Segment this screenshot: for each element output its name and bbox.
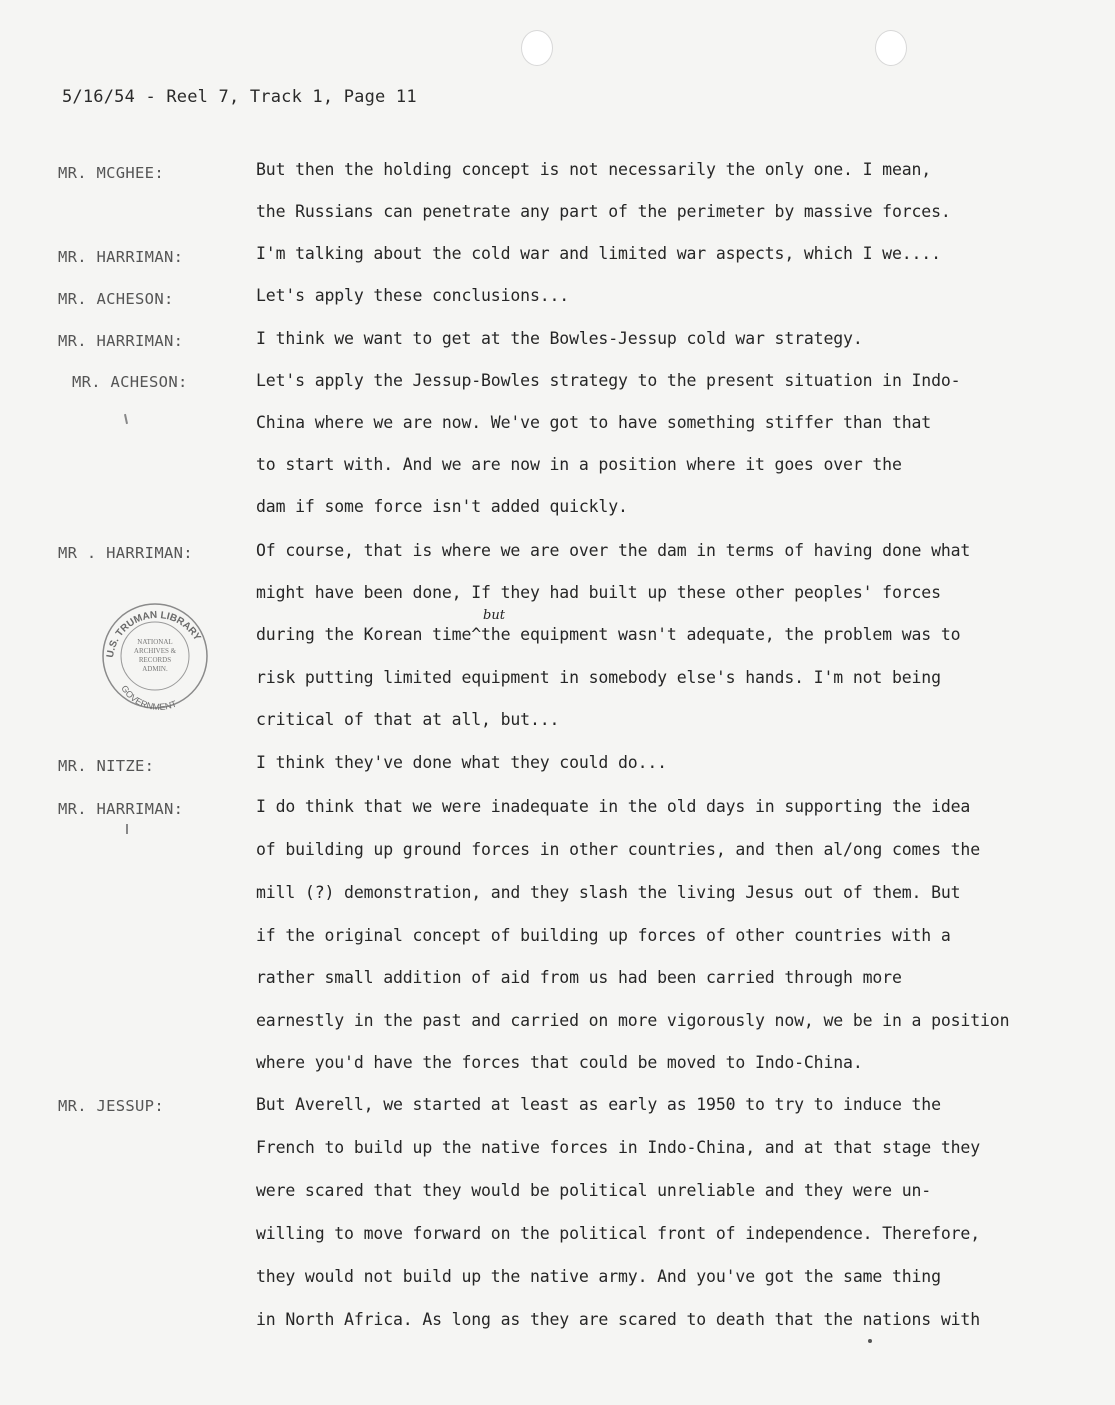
speaker-harriman: MR . HARRIMAN: (58, 544, 193, 562)
speaker-acheson: MR. ACHESON: (72, 373, 188, 391)
pen-mark (124, 414, 128, 424)
transcript-line: But then the holding concept is not necessarily the only one. I mean, (256, 160, 932, 179)
transcript-line: I think we want to get at the Bowles-Jessup cold war strategy. (256, 329, 863, 348)
transcript-line: of building up ground forces in other countries, and then al/ong comes the (256, 840, 981, 859)
transcript-line: earnestly in the past and carried on more vigorously now, we be in a position (256, 1011, 1010, 1030)
transcript-line: the Russians can penetrate any part of the perimeter by massive forces. (256, 202, 951, 221)
binder-hole-right (875, 30, 907, 66)
pen-dot (868, 1339, 872, 1343)
transcript-line: they would not build up the native army. And you've got the same thing (256, 1267, 941, 1286)
transcript-line: I think they've done what they could do... (256, 753, 667, 772)
transcript-line: during the Korean time^the equipment wasn't adequate, the problem was to (256, 625, 961, 644)
transcript-line: dam if some force isn't added quickly. (256, 497, 628, 516)
stamp-bottom-text: GOVERNMENT (119, 683, 178, 713)
stamp-center-line: RECORDS (138, 656, 172, 664)
transcript-line: But Averell, we started at least as early as 1950 to try to induce the (256, 1095, 941, 1114)
transcript-line: French to build up the native forces in Indo-China, and at that stage they (256, 1138, 981, 1157)
transcript-line: China where we are now. We've got to have something stiffer than that (256, 413, 932, 432)
speaker-nitze: MR. NITZE: (58, 757, 155, 775)
speaker-harriman: MR. HARRIMAN: (58, 248, 184, 266)
transcript-line: to start with. And we are now in a position where it goes over the (256, 455, 902, 474)
stamp-top-text: U.S. TRUMAN LIBRARY (104, 609, 203, 659)
transcript-line: if the original concept of building up forces of other countries with a (256, 926, 951, 945)
transcript-line: risk putting limited equipment in somebody else's hands. I'm not being (256, 668, 941, 687)
speaker-harriman: MR. HARRIMAN: (58, 800, 184, 818)
speaker-acheson: MR. ACHESON: (58, 290, 174, 308)
speaker-harriman: MR. HARRIMAN: (58, 332, 184, 350)
transcript-line: Let's apply the Jessup-Bowles strategy to the present situation in Indo- (256, 371, 961, 390)
speaker-mcghee: MR. MCGHEE: (58, 164, 164, 182)
handwritten-annotation: but (483, 608, 505, 623)
page-header: 5/16/54 - Reel 7, Track 1, Page 11 (62, 87, 417, 107)
pen-mark (126, 824, 128, 834)
transcript-line: rather small addition of aid from us had been carried through more (256, 968, 902, 987)
speaker-jessup: MR. JESSUP: (58, 1097, 164, 1115)
transcript-line: Let's apply these conclusions... (256, 286, 570, 305)
transcript-line: critical of that at all, but... (256, 710, 560, 729)
transcript-line: mill (?) demonstration, and they slash the living Jesus out of them. But (256, 883, 961, 902)
transcript-line: Of course, that is where we are over the dam in terms of having done what (256, 541, 971, 560)
transcript-line: I'm talking about the cold war and limited war aspects, which I we.... (256, 244, 941, 263)
stamp-center-line: ADMIN. (142, 665, 168, 673)
transcript-line: might have been done, If they had built up these other peoples' forces (256, 583, 941, 602)
transcript-line: where you'd have the forces that could be moved to Indo-China. (256, 1053, 863, 1072)
archive-stamp (95, 596, 215, 714)
binder-hole-left (521, 30, 553, 66)
stamp-center-line: NATIONAL (137, 638, 173, 646)
transcript-line: I do think that we were inadequate in the old days in supporting the idea (256, 797, 971, 816)
transcript-line: willing to move forward on the political front of independence. Therefore, (256, 1224, 981, 1243)
stamp-center-line: ARCHIVES & (133, 647, 177, 655)
transcript-line: were scared that they would be political unreliable and they were un- (256, 1181, 932, 1200)
transcript-line: in North Africa. As long as they are scared to death that the nations with (256, 1310, 981, 1329)
